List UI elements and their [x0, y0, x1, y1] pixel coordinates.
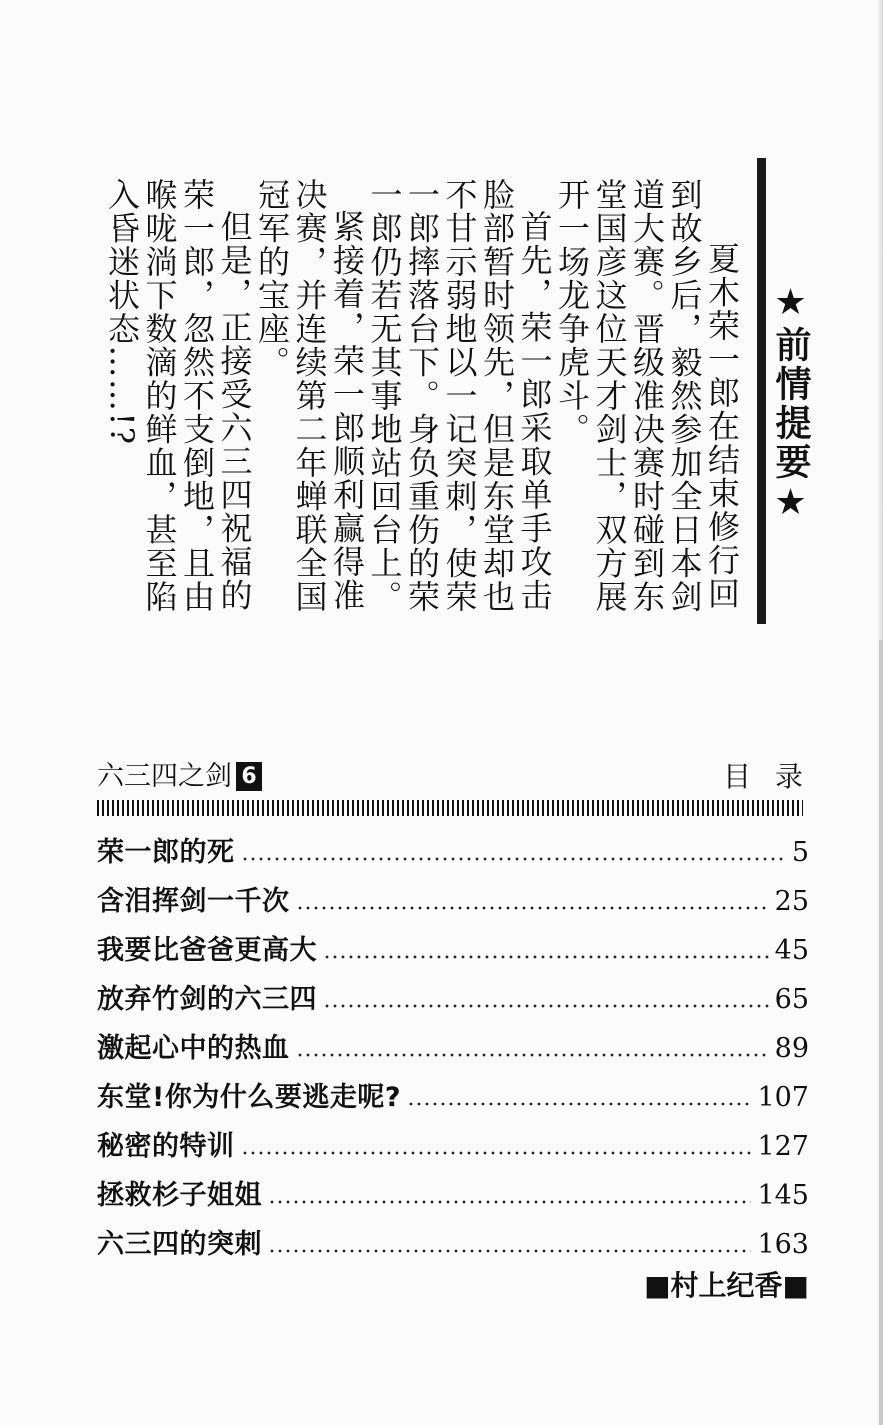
- synopsis-paragraph: 首先，荣一郎采取单手攻击脸部暂时领先，但是东堂却也不甘示弱地以一记突刺，使荣一郎摔落台下。身负重伤的荣一郎仍若无其事地站回台上。: [365, 178, 554, 614]
- series-title: [97, 760, 262, 794]
- toc-entry-title: 东堂!你为什么要逃走呢?: [97, 1082, 401, 1113]
- hatch-divider: [97, 800, 803, 816]
- toc-entry[interactable]: [97, 828, 809, 877]
- toc-entry[interactable]: [97, 926, 809, 975]
- toc-entry[interactable]: [97, 1220, 809, 1269]
- dot-leader: [323, 955, 769, 959]
- dot-leader: [296, 906, 769, 910]
- author-credit: ■村上纪香■: [644, 1269, 809, 1302]
- toc-entry-page: 127: [757, 1131, 809, 1162]
- synopsis-title: ★前情提要★: [770, 282, 811, 526]
- toc-entry-page: 25: [774, 886, 809, 917]
- dot-leader: [296, 1053, 769, 1057]
- toc-entry-page: 145: [757, 1180, 809, 1211]
- dot-leader: [407, 1102, 751, 1106]
- toc-entry-title: 激起心中的热血: [97, 1033, 290, 1064]
- dot-leader: [323, 1004, 769, 1008]
- toc-entry-title: 放弃竹剑的六三四: [97, 984, 317, 1015]
- synopsis-paragraph: 紧接着，荣一郎顺利赢得准决赛，并连续第二年蝉联全国冠军的宝座。: [253, 178, 366, 614]
- toc-entry-page: 45: [774, 935, 809, 966]
- toc-entry[interactable]: [97, 1024, 809, 1073]
- toc-entry[interactable]: [97, 1122, 809, 1171]
- dot-leader: [268, 1200, 751, 1204]
- volume-badge: 6: [236, 762, 262, 791]
- toc-entry-page: 107: [757, 1082, 809, 1113]
- toc-header: [97, 760, 827, 800]
- toc-entry[interactable]: [97, 877, 809, 926]
- toc-entry-title: 含泪挥剑一千次: [97, 886, 290, 917]
- dot-leader: [241, 1151, 752, 1155]
- toc-entry-title: 六三四的突刺: [97, 1229, 262, 1260]
- toc-entry-title: 秘密的特训: [97, 1131, 235, 1162]
- toc-entry-page: 65: [774, 984, 809, 1015]
- toc-entry-title: 我要比爸爸更高大: [97, 935, 317, 966]
- synopsis-paragraph: 夏木荣一郎在结束修行回到故乡后，毅然参加全日本剑道大赛。晋级准决赛时碰到东堂国彦这位天才剑士，双方展开一场龙争虎斗。: [553, 178, 741, 614]
- toc-entry[interactable]: [97, 975, 809, 1024]
- series-title-text: 六三四之剑: [97, 761, 232, 792]
- toc-list: [97, 828, 809, 1269]
- synopsis-paragraph: 但是，正接受六三四祝福的荣一郎，忽然不支倒地，且由喉咙淌下数滴的鲜血，甚至陷入昏迷状态……!?: [103, 178, 254, 614]
- toc-entry-page: 163: [757, 1229, 809, 1260]
- dot-leader: [241, 857, 786, 861]
- scan-edge-line: [879, 640, 883, 1425]
- synopsis-text: [80, 178, 740, 638]
- dot-leader: [268, 1249, 751, 1253]
- synopsis-side-bar: [757, 158, 766, 624]
- toc-entry[interactable]: [97, 1073, 809, 1122]
- toc-entry-page: 5: [791, 837, 809, 868]
- toc-entry-page: 89: [774, 1033, 809, 1064]
- toc-entry[interactable]: [97, 1171, 809, 1220]
- toc-entry-title: 拯救杉子姐姐: [97, 1180, 262, 1211]
- toc-entry-title: 荣一郎的死: [97, 837, 235, 868]
- contents-heading: 目录: [722, 760, 827, 793]
